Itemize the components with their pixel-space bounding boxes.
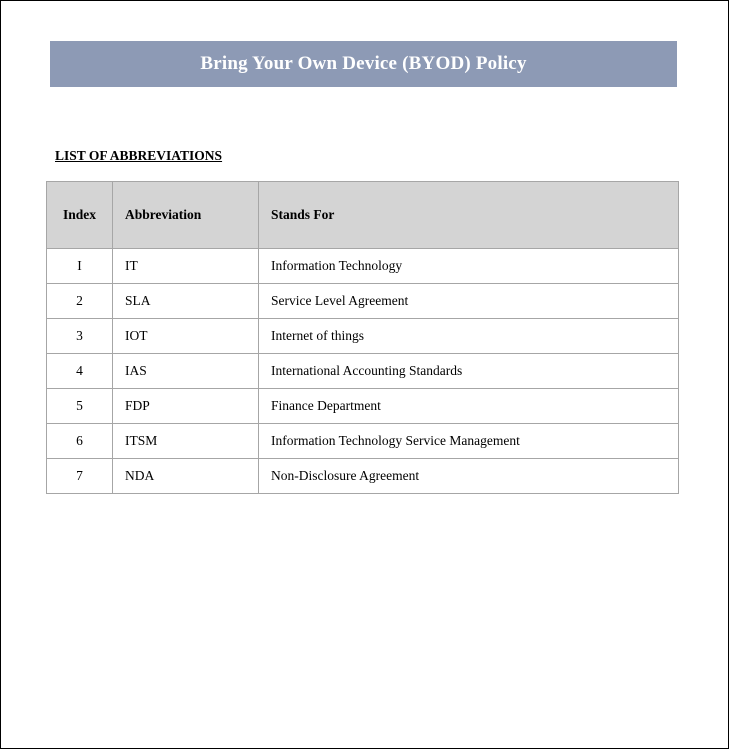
cell-abbreviation: ITSM xyxy=(113,424,259,459)
table-row xyxy=(47,389,679,424)
abbreviations-table xyxy=(46,181,679,494)
page-title: Bring Your Own Device (BYOD) Policy xyxy=(200,53,527,74)
section-heading-list-of-abbreviations: LIST OF ABBREVIATIONS xyxy=(55,148,223,163)
cell-stands-for: Information Technology Service Management xyxy=(259,424,679,459)
table-body xyxy=(47,249,679,494)
cell-abbreviation: SLA xyxy=(113,284,259,319)
cell-index: 2 xyxy=(47,284,113,319)
table-header-row xyxy=(47,182,679,249)
table-row xyxy=(47,354,679,389)
column-header-stands-for: Stands For xyxy=(259,182,679,249)
cell-abbreviation: IT xyxy=(113,249,259,284)
cell-index: 4 xyxy=(47,354,113,389)
document-title-banner xyxy=(50,41,677,87)
cell-index: I xyxy=(47,249,113,284)
column-header-index: Index xyxy=(47,182,113,249)
table-row xyxy=(47,319,679,354)
cell-stands-for: Finance Department xyxy=(259,389,679,424)
table-row xyxy=(47,459,679,494)
cell-abbreviation: IAS xyxy=(113,354,259,389)
table-row xyxy=(47,424,679,459)
table-row xyxy=(47,284,679,319)
cell-stands-for: Service Level Agreement xyxy=(259,284,679,319)
cell-abbreviation: IOT xyxy=(113,319,259,354)
column-header-abbreviation: Abbreviation xyxy=(113,182,259,249)
cell-abbreviation: NDA xyxy=(113,459,259,494)
cell-index: 6 xyxy=(47,424,113,459)
cell-index: 5 xyxy=(47,389,113,424)
cell-index: 3 xyxy=(47,319,113,354)
cell-stands-for: Internet of things xyxy=(259,319,679,354)
cell-stands-for: Information Technology xyxy=(259,249,679,284)
cell-stands-for: Non-Disclosure Agreement xyxy=(259,459,679,494)
cell-index: 7 xyxy=(47,459,113,494)
table-row xyxy=(47,249,679,284)
cell-abbreviation: FDP xyxy=(113,389,259,424)
cell-stands-for: International Accounting Standards xyxy=(259,354,679,389)
